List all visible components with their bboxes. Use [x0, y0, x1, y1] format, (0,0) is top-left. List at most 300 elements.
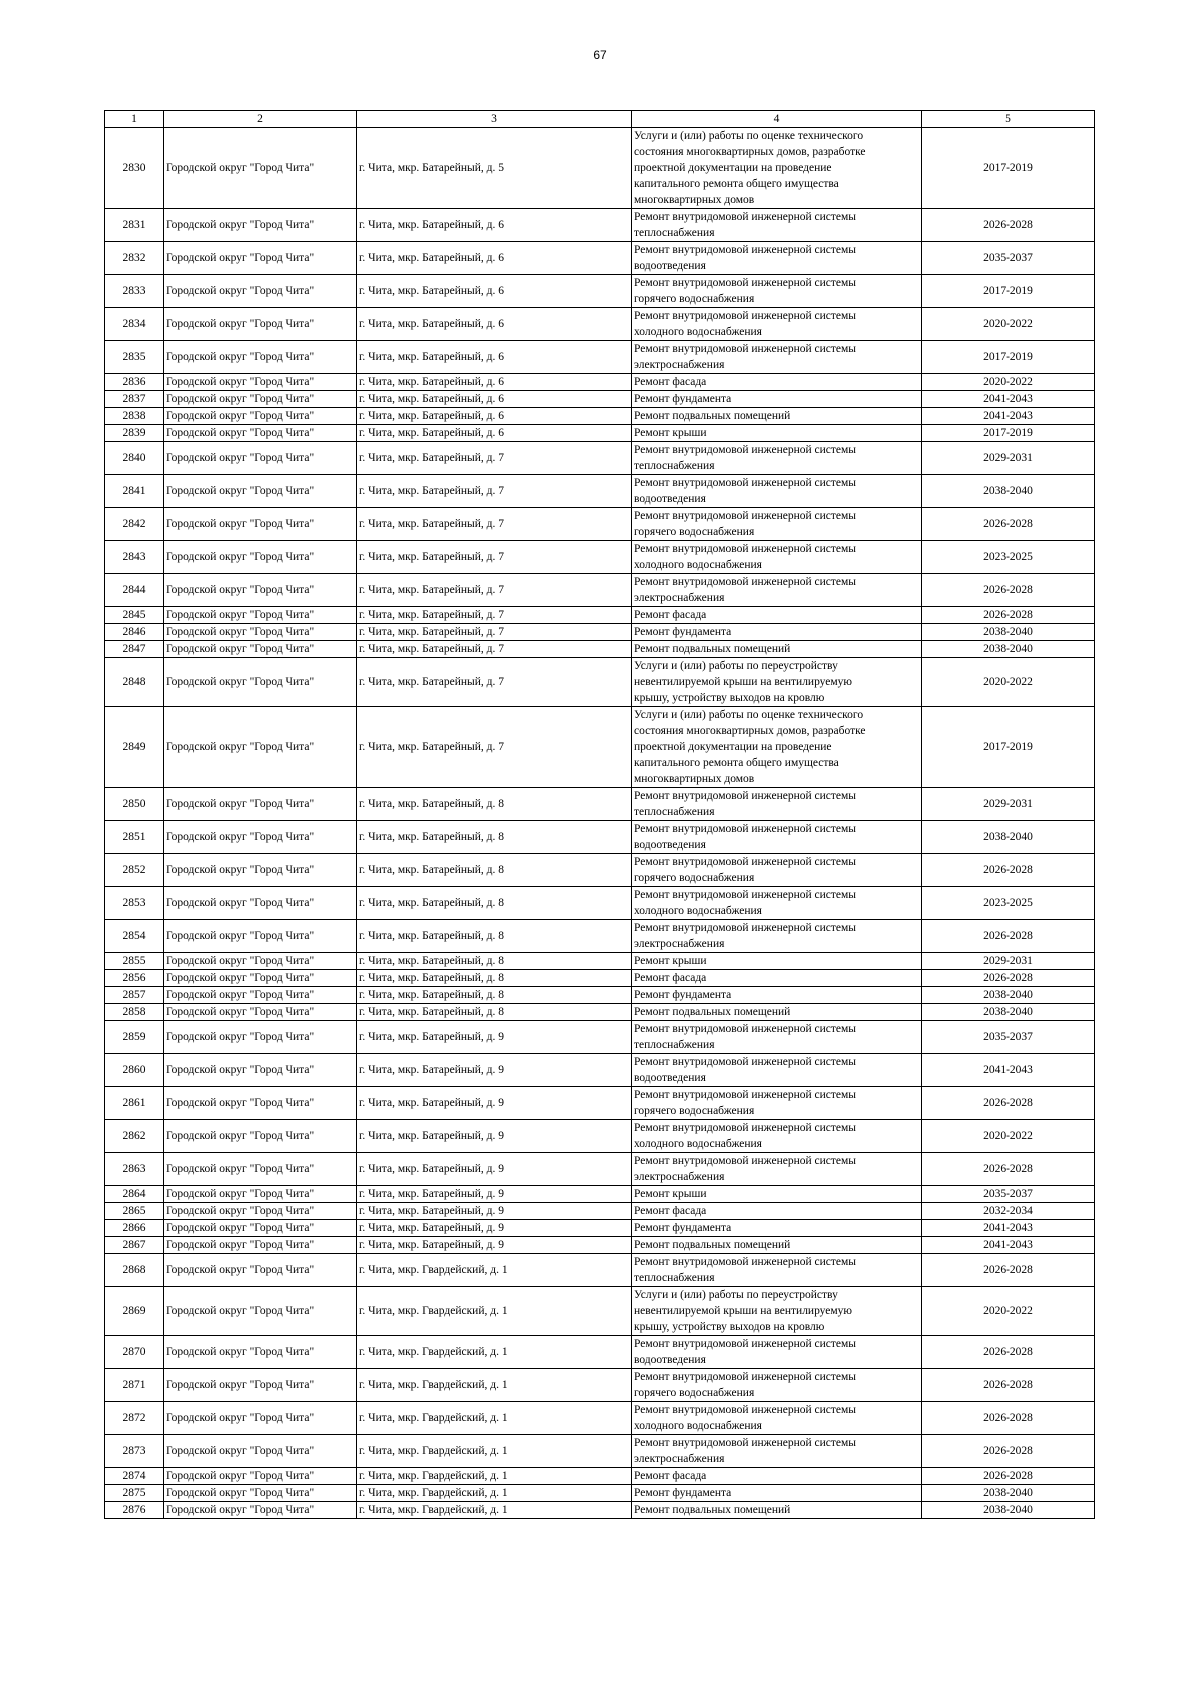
work-type-cell [632, 1254, 922, 1287]
work-type-cell [632, 970, 922, 987]
work-type-cell [632, 821, 922, 854]
row-number-cell: 2832 [105, 242, 164, 275]
address-cell: г. Чита, мкр. Батарейный, д. 6 [357, 391, 632, 408]
work-type-cell [632, 275, 922, 308]
period-cell: 2017-2019 [922, 707, 1095, 788]
municipality-cell: Городской округ "Город Чита" [164, 209, 357, 242]
work-type-cell [632, 1120, 922, 1153]
table-row [105, 987, 1095, 1004]
work-type-cell [632, 341, 922, 374]
row-number-cell: 2849 [105, 707, 164, 788]
address-cell: г. Чита, мкр. Батарейный, д. 8 [357, 821, 632, 854]
municipality-cell: Городской округ "Город Чита" [164, 1369, 357, 1402]
address-cell: г. Чита, мкр. Батарейный, д. 8 [357, 788, 632, 821]
municipality-cell: Городской округ "Город Чита" [164, 574, 357, 607]
address-cell: г. Чита, мкр. Батарейный, д. 9 [357, 1120, 632, 1153]
municipality-cell: Городской округ "Город Чита" [164, 1237, 357, 1254]
municipality-cell: Городской округ "Город Чита" [164, 242, 357, 275]
period-cell: 2026-2028 [922, 607, 1095, 624]
work-type-cell [632, 425, 922, 442]
work-type-cell [632, 788, 922, 821]
work-type-cell [632, 242, 922, 275]
work-type-text: Ремонт внутридомовой инженерной системы электроснабжения [634, 343, 857, 371]
address-cell: г. Чита, мкр. Батарейный, д. 6 [357, 408, 632, 425]
work-type-cell [632, 887, 922, 920]
table-row [105, 1485, 1095, 1502]
work-type-cell [632, 1021, 922, 1054]
municipality-cell: Городской округ "Город Чита" [164, 1502, 357, 1519]
row-number-cell: 2838 [105, 408, 164, 425]
table-row [105, 425, 1095, 442]
work-type-cell [632, 541, 922, 574]
work-type-text: Ремонт фасада [634, 972, 707, 984]
period-cell: 2026-2028 [922, 1254, 1095, 1287]
work-type-cell [632, 854, 922, 887]
work-type-text: Ремонт фундамента [634, 1487, 732, 1499]
period-cell: 2020-2022 [922, 1120, 1095, 1153]
work-type-cell [632, 624, 922, 641]
municipality-cell: Городской округ "Город Чита" [164, 391, 357, 408]
table-row [105, 1435, 1095, 1468]
work-type-cell [632, 953, 922, 970]
work-type-text: Ремонт фасада [634, 1470, 707, 1482]
period-cell: 2017-2019 [922, 128, 1095, 209]
work-type-text: Ремонт крыши [634, 1188, 707, 1200]
address-cell: г. Чита, мкр. Батарейный, д. 9 [357, 1220, 632, 1237]
address-cell: г. Чита, мкр. Батарейный, д. 6 [357, 209, 632, 242]
address-cell: г. Чита, мкр. Батарейный, д. 8 [357, 970, 632, 987]
address-cell: г. Чита, мкр. Батарейный, д. 9 [357, 1237, 632, 1254]
work-type-cell [632, 1203, 922, 1220]
table-row [105, 475, 1095, 508]
table-row [105, 1120, 1095, 1153]
row-number-cell: 2863 [105, 1153, 164, 1186]
period-cell: 2038-2040 [922, 641, 1095, 658]
work-type-cell [632, 658, 922, 707]
work-type-text: Ремонт внутридомовой инженерной системы горячего водоснабжения [634, 510, 857, 538]
row-number-cell: 2872 [105, 1402, 164, 1435]
period-cell: 2041-2043 [922, 1237, 1095, 1254]
row-number-cell: 2859 [105, 1021, 164, 1054]
work-type-text: Ремонт внутридомовой инженерной системы холодного водоснабжения [634, 1122, 857, 1150]
work-type-cell [632, 641, 922, 658]
row-number-cell: 2860 [105, 1054, 164, 1087]
work-type-text: Услуги и (или) работы по оценке технического состояния многоквартирных домов, разработке проектной документации на проведение капитального ремонта общего имущества многоквартирных домов [634, 709, 866, 785]
period-cell: 2038-2040 [922, 987, 1095, 1004]
table-row [105, 341, 1095, 374]
work-type-text: Ремонт внутридомовой инженерной системы теплоснабжения [634, 790, 857, 818]
period-cell: 2041-2043 [922, 1220, 1095, 1237]
work-type-text: Ремонт внутридомовой инженерной системы холодного водоснабжения [634, 543, 857, 571]
municipality-cell: Городской округ "Город Чита" [164, 1004, 357, 1021]
period-cell: 2038-2040 [922, 475, 1095, 508]
period-cell: 2029-2031 [922, 788, 1095, 821]
table-row [105, 1468, 1095, 1485]
row-number-cell: 2873 [105, 1435, 164, 1468]
municipality-cell: Городской округ "Город Чита" [164, 1402, 357, 1435]
address-cell: г. Чита, мкр. Батарейный, д. 7 [357, 442, 632, 475]
period-cell: 2026-2028 [922, 1153, 1095, 1186]
period-cell: 2029-2031 [922, 442, 1095, 475]
municipality-cell: Городской округ "Город Чита" [164, 707, 357, 788]
row-number-cell: 2846 [105, 624, 164, 641]
municipality-cell: Городской округ "Город Чита" [164, 920, 357, 953]
work-type-text: Ремонт внутридомовой инженерной системы теплоснабжения [634, 1256, 857, 1284]
address-cell: г. Чита, мкр. Батарейный, д. 6 [357, 341, 632, 374]
period-cell: 2038-2040 [922, 624, 1095, 641]
work-type-text: Ремонт фасада [634, 609, 707, 621]
table-body [105, 128, 1095, 1519]
work-type-text: Ремонт крыши [634, 427, 707, 439]
period-cell: 2020-2022 [922, 374, 1095, 391]
period-cell: 2023-2025 [922, 887, 1095, 920]
period-cell: 2035-2037 [922, 1186, 1095, 1203]
work-type-text: Ремонт внутридомовой инженерной системы холодного водоснабжения [634, 310, 857, 338]
row-number-cell: 2854 [105, 920, 164, 953]
municipality-cell: Городской округ "Город Чита" [164, 1054, 357, 1087]
address-cell: г. Чита, мкр. Батарейный, д. 8 [357, 887, 632, 920]
period-cell: 2017-2019 [922, 275, 1095, 308]
address-cell: г. Чита, мкр. Батарейный, д. 7 [357, 707, 632, 788]
work-type-cell [632, 1054, 922, 1087]
work-type-text: Ремонт фасада [634, 1205, 707, 1217]
municipality-cell: Городской округ "Город Чита" [164, 442, 357, 475]
table-row [105, 574, 1095, 607]
table-row [105, 1220, 1095, 1237]
municipality-cell: Городской округ "Город Чита" [164, 1485, 357, 1502]
table-header [105, 111, 1095, 128]
work-type-text: Ремонт подвальных помещений [634, 410, 791, 422]
address-cell: г. Чита, мкр. Батарейный, д. 7 [357, 541, 632, 574]
work-type-text: Ремонт подвальных помещений [634, 1006, 791, 1018]
work-type-cell [632, 987, 922, 1004]
address-cell: г. Чита, мкр. Батарейный, д. 7 [357, 624, 632, 641]
municipality-cell: Городской округ "Город Чита" [164, 607, 357, 624]
work-type-text: Ремонт подвальных помещений [634, 1504, 791, 1516]
row-number-cell: 2834 [105, 308, 164, 341]
table-row [105, 1287, 1095, 1336]
work-type-text: Ремонт фундамента [634, 626, 732, 638]
municipality-cell: Городской округ "Город Чита" [164, 1120, 357, 1153]
work-type-cell [632, 1287, 922, 1336]
row-number-cell: 2848 [105, 658, 164, 707]
work-type-text: Услуги и (или) работы по переустройству невентилируемой крыши на вентилируемую крышу, устройству выходов на кровлю [634, 660, 853, 704]
table-row [105, 953, 1095, 970]
table-row [105, 391, 1095, 408]
table-row [105, 374, 1095, 391]
municipality-cell: Городской округ "Город Чита" [164, 1468, 357, 1485]
row-number-cell: 2875 [105, 1485, 164, 1502]
table-row [105, 308, 1095, 341]
address-cell: г. Чита, мкр. Гвардейский, д. 1 [357, 1502, 632, 1519]
table-row [105, 1502, 1095, 1519]
work-type-text: Ремонт внутридомовой инженерной системы горячего водоснабжения [634, 856, 857, 884]
row-number-cell: 2853 [105, 887, 164, 920]
table-row [105, 607, 1095, 624]
work-type-cell [632, 574, 922, 607]
municipality-cell: Городской округ "Город Чита" [164, 475, 357, 508]
municipality-cell: Городской округ "Город Чита" [164, 1087, 357, 1120]
period-cell: 2026-2028 [922, 1435, 1095, 1468]
municipality-cell: Городской округ "Город Чита" [164, 425, 357, 442]
work-type-cell [632, 1237, 922, 1254]
row-number-cell: 2843 [105, 541, 164, 574]
municipality-cell: Городской округ "Город Чита" [164, 341, 357, 374]
address-cell: г. Чита, мкр. Гвардейский, д. 1 [357, 1402, 632, 1435]
address-cell: г. Чита, мкр. Батарейный, д. 9 [357, 1186, 632, 1203]
address-cell: г. Чита, мкр. Гвардейский, д. 1 [357, 1336, 632, 1369]
work-type-cell [632, 1186, 922, 1203]
row-number-cell: 2835 [105, 341, 164, 374]
table-row [105, 821, 1095, 854]
municipality-cell: Городской округ "Город Чита" [164, 953, 357, 970]
period-cell: 2026-2028 [922, 1468, 1095, 1485]
table-row [105, 788, 1095, 821]
work-type-cell [632, 1336, 922, 1369]
table-row [105, 854, 1095, 887]
municipality-cell: Городской округ "Город Чита" [164, 788, 357, 821]
table-row [105, 408, 1095, 425]
work-type-text: Ремонт внутридомовой инженерной системы горячего водоснабжения [634, 1371, 857, 1399]
address-cell: г. Чита, мкр. Гвардейский, д. 1 [357, 1485, 632, 1502]
work-type-cell [632, 308, 922, 341]
row-number-cell: 2855 [105, 953, 164, 970]
period-cell: 2026-2028 [922, 1369, 1095, 1402]
work-type-text: Ремонт подвальных помещений [634, 643, 791, 655]
municipality-cell: Городской округ "Город Чита" [164, 128, 357, 209]
table-row [105, 1153, 1095, 1186]
table-row [105, 1203, 1095, 1220]
period-cell: 2020-2022 [922, 658, 1095, 707]
period-cell: 2026-2028 [922, 854, 1095, 887]
row-number-cell: 2857 [105, 987, 164, 1004]
table-row [105, 658, 1095, 707]
work-type-cell [632, 408, 922, 425]
work-type-cell [632, 391, 922, 408]
table-row [105, 1402, 1095, 1435]
period-cell: 2023-2025 [922, 541, 1095, 574]
page-number: 67 [593, 48, 607, 62]
period-cell: 2017-2019 [922, 341, 1095, 374]
work-type-cell [632, 707, 922, 788]
row-number-cell: 2865 [105, 1203, 164, 1220]
work-type-cell [632, 374, 922, 391]
work-type-text: Ремонт внутридомовой инженерной системы водоотведения [634, 244, 857, 272]
row-number-cell: 2858 [105, 1004, 164, 1021]
table-row [105, 1087, 1095, 1120]
municipality-cell: Городской округ "Город Чита" [164, 1435, 357, 1468]
address-cell: г. Чита, мкр. Батарейный, д. 6 [357, 374, 632, 391]
period-cell: 2029-2031 [922, 953, 1095, 970]
period-cell: 2026-2028 [922, 1087, 1095, 1120]
municipality-cell: Городской округ "Город Чита" [164, 308, 357, 341]
work-type-text: Ремонт фасада [634, 376, 707, 388]
work-type-text: Ремонт внутридомовой инженерной системы холодного водоснабжения [634, 1404, 857, 1432]
address-cell: г. Чита, мкр. Батарейный, д. 9 [357, 1203, 632, 1220]
address-cell: г. Чита, мкр. Гвардейский, д. 1 [357, 1468, 632, 1485]
table-row [105, 641, 1095, 658]
row-number-cell: 2837 [105, 391, 164, 408]
work-type-text: Ремонт внутридомовой инженерной системы водоотведения [634, 1338, 857, 1366]
address-cell: г. Чита, мкр. Батарейный, д. 7 [357, 475, 632, 508]
row-number-cell: 2851 [105, 821, 164, 854]
work-type-text: Ремонт внутридомовой инженерной системы водоотведения [634, 823, 857, 851]
row-number-cell: 2839 [105, 425, 164, 442]
row-number-cell: 2866 [105, 1220, 164, 1237]
table-row [105, 970, 1095, 987]
work-type-cell [632, 475, 922, 508]
period-cell: 2035-2037 [922, 242, 1095, 275]
period-cell: 2017-2019 [922, 425, 1095, 442]
work-type-text: Ремонт внутридомовой инженерной системы теплоснабжения [634, 211, 857, 239]
repair-schedule-table [104, 110, 1095, 1519]
municipality-cell: Городской округ "Город Чита" [164, 987, 357, 1004]
row-number-cell: 2850 [105, 788, 164, 821]
municipality-cell: Городской округ "Город Чита" [164, 1254, 357, 1287]
period-cell: 2041-2043 [922, 391, 1095, 408]
address-cell: г. Чита, мкр. Батарейный, д. 5 [357, 128, 632, 209]
period-cell: 2026-2028 [922, 920, 1095, 953]
work-type-cell [632, 1153, 922, 1186]
header-row [105, 111, 1095, 128]
work-type-text: Ремонт внутридомовой инженерной системы электроснабжения [634, 1155, 857, 1183]
row-number-cell: 2861 [105, 1087, 164, 1120]
work-type-text: Ремонт фундамента [634, 393, 732, 405]
row-number-cell: 2845 [105, 607, 164, 624]
municipality-cell: Городской округ "Город Чита" [164, 887, 357, 920]
row-number-cell: 2874 [105, 1468, 164, 1485]
table-row [105, 1336, 1095, 1369]
work-type-text: Услуги и (или) работы по переустройству невентилируемой крыши на вентилируемую крышу, устройству выходов на кровлю [634, 1289, 853, 1333]
table-row [105, 1186, 1095, 1203]
address-cell: г. Чита, мкр. Батарейный, д. 8 [357, 953, 632, 970]
period-cell: 2026-2028 [922, 970, 1095, 987]
address-cell: г. Чита, мкр. Батарейный, д. 6 [357, 308, 632, 341]
municipality-cell: Городской округ "Город Чита" [164, 408, 357, 425]
work-type-text: Ремонт внутридомовой инженерной системы электроснабжения [634, 1437, 857, 1465]
work-type-text: Услуги и (или) работы по оценке технического состояния многоквартирных домов, разработке проектной документации на проведение капитального ремонта общего имущества многоквартирных домов [634, 130, 866, 206]
address-cell: г. Чита, мкр. Батарейный, д. 9 [357, 1021, 632, 1054]
address-cell: г. Чита, мкр. Батарейный, д. 9 [357, 1054, 632, 1087]
row-number-cell: 2840 [105, 442, 164, 475]
header-col-2: 2 [164, 111, 357, 128]
table-row [105, 1237, 1095, 1254]
row-number-cell: 2842 [105, 508, 164, 541]
work-type-text: Ремонт фундамента [634, 1222, 732, 1234]
table-row [105, 275, 1095, 308]
period-cell: 2020-2022 [922, 308, 1095, 341]
work-type-cell [632, 209, 922, 242]
work-type-cell [632, 508, 922, 541]
period-cell: 2026-2028 [922, 508, 1095, 541]
period-cell: 2026-2028 [922, 1402, 1095, 1435]
work-type-text: Ремонт внутридомовой инженерной системы теплоснабжения [634, 1023, 857, 1051]
address-cell: г. Чита, мкр. Гвардейский, д. 1 [357, 1254, 632, 1287]
work-type-text: Ремонт внутридомовой инженерной системы водоотведения [634, 1056, 857, 1084]
header-col-5: 5 [922, 111, 1095, 128]
work-type-cell [632, 920, 922, 953]
municipality-cell: Городской округ "Город Чита" [164, 970, 357, 987]
table-row [105, 1054, 1095, 1087]
row-number-cell: 2864 [105, 1186, 164, 1203]
municipality-cell: Городской округ "Город Чита" [164, 641, 357, 658]
row-number-cell: 2862 [105, 1120, 164, 1153]
row-number-cell: 2841 [105, 475, 164, 508]
work-type-text: Ремонт внутридомовой инженерной системы электроснабжения [634, 576, 857, 604]
table-row [105, 887, 1095, 920]
table-row [105, 442, 1095, 475]
work-type-cell [632, 1468, 922, 1485]
address-cell: г. Чита, мкр. Батарейный, д. 7 [357, 658, 632, 707]
table-row [105, 541, 1095, 574]
header-col-1: 1 [105, 111, 164, 128]
municipality-cell: Городской округ "Город Чита" [164, 854, 357, 887]
address-cell: г. Чита, мкр. Батарейный, д. 8 [357, 854, 632, 887]
address-cell: г. Чита, мкр. Батарейный, д. 8 [357, 1004, 632, 1021]
municipality-cell: Городской округ "Город Чита" [164, 374, 357, 391]
table-row [105, 209, 1095, 242]
period-cell: 2026-2028 [922, 574, 1095, 607]
work-type-text: Ремонт внутридомовой инженерной системы электроснабжения [634, 922, 857, 950]
row-number-cell: 2871 [105, 1369, 164, 1402]
work-type-text: Ремонт внутридомовой инженерной системы горячего водоснабжения [634, 1089, 857, 1117]
row-number-cell: 2833 [105, 275, 164, 308]
address-cell: г. Чита, мкр. Гвардейский, д. 1 [357, 1435, 632, 1468]
row-number-cell: 2876 [105, 1502, 164, 1519]
municipality-cell: Городской округ "Город Чита" [164, 275, 357, 308]
work-type-text: Ремонт крыши [634, 955, 707, 967]
period-cell: 2038-2040 [922, 821, 1095, 854]
row-number-cell: 2869 [105, 1287, 164, 1336]
work-type-cell [632, 1502, 922, 1519]
period-cell: 2038-2040 [922, 1502, 1095, 1519]
work-type-text: Ремонт внутридомовой инженерной системы холодного водоснабжения [634, 889, 857, 917]
work-type-cell [632, 607, 922, 624]
period-cell: 2026-2028 [922, 1336, 1095, 1369]
municipality-cell: Городской округ "Город Чита" [164, 1021, 357, 1054]
header-col-3: 3 [357, 111, 632, 128]
period-cell: 2041-2043 [922, 408, 1095, 425]
municipality-cell: Городской округ "Город Чита" [164, 658, 357, 707]
work-type-cell [632, 1087, 922, 1120]
municipality-cell: Городской округ "Город Чита" [164, 1203, 357, 1220]
row-number-cell: 2836 [105, 374, 164, 391]
work-type-cell [632, 1220, 922, 1237]
table-row [105, 920, 1095, 953]
address-cell: г. Чита, мкр. Батарейный, д. 7 [357, 641, 632, 658]
address-cell: г. Чита, мкр. Батарейный, д. 8 [357, 920, 632, 953]
row-number-cell: 2847 [105, 641, 164, 658]
municipality-cell: Городской округ "Город Чита" [164, 1287, 357, 1336]
municipality-cell: Городской округ "Город Чита" [164, 821, 357, 854]
period-cell: 2026-2028 [922, 209, 1095, 242]
period-cell: 2038-2040 [922, 1004, 1095, 1021]
row-number-cell: 2844 [105, 574, 164, 607]
address-cell: г. Чита, мкр. Батарейный, д. 7 [357, 508, 632, 541]
work-type-text: Ремонт внутридомовой инженерной системы горячего водоснабжения [634, 277, 857, 305]
table-row [105, 508, 1095, 541]
row-number-cell: 2870 [105, 1336, 164, 1369]
address-cell: г. Чита, мкр. Батарейный, д. 6 [357, 425, 632, 442]
period-cell: 2020-2022 [922, 1287, 1095, 1336]
work-type-cell [632, 128, 922, 209]
period-cell: 2032-2034 [922, 1203, 1095, 1220]
table-row [105, 707, 1095, 788]
address-cell: г. Чита, мкр. Гвардейский, д. 1 [357, 1369, 632, 1402]
work-type-cell [632, 1004, 922, 1021]
municipality-cell: Городской округ "Город Чита" [164, 1336, 357, 1369]
address-cell: г. Чита, мкр. Батарейный, д. 6 [357, 242, 632, 275]
